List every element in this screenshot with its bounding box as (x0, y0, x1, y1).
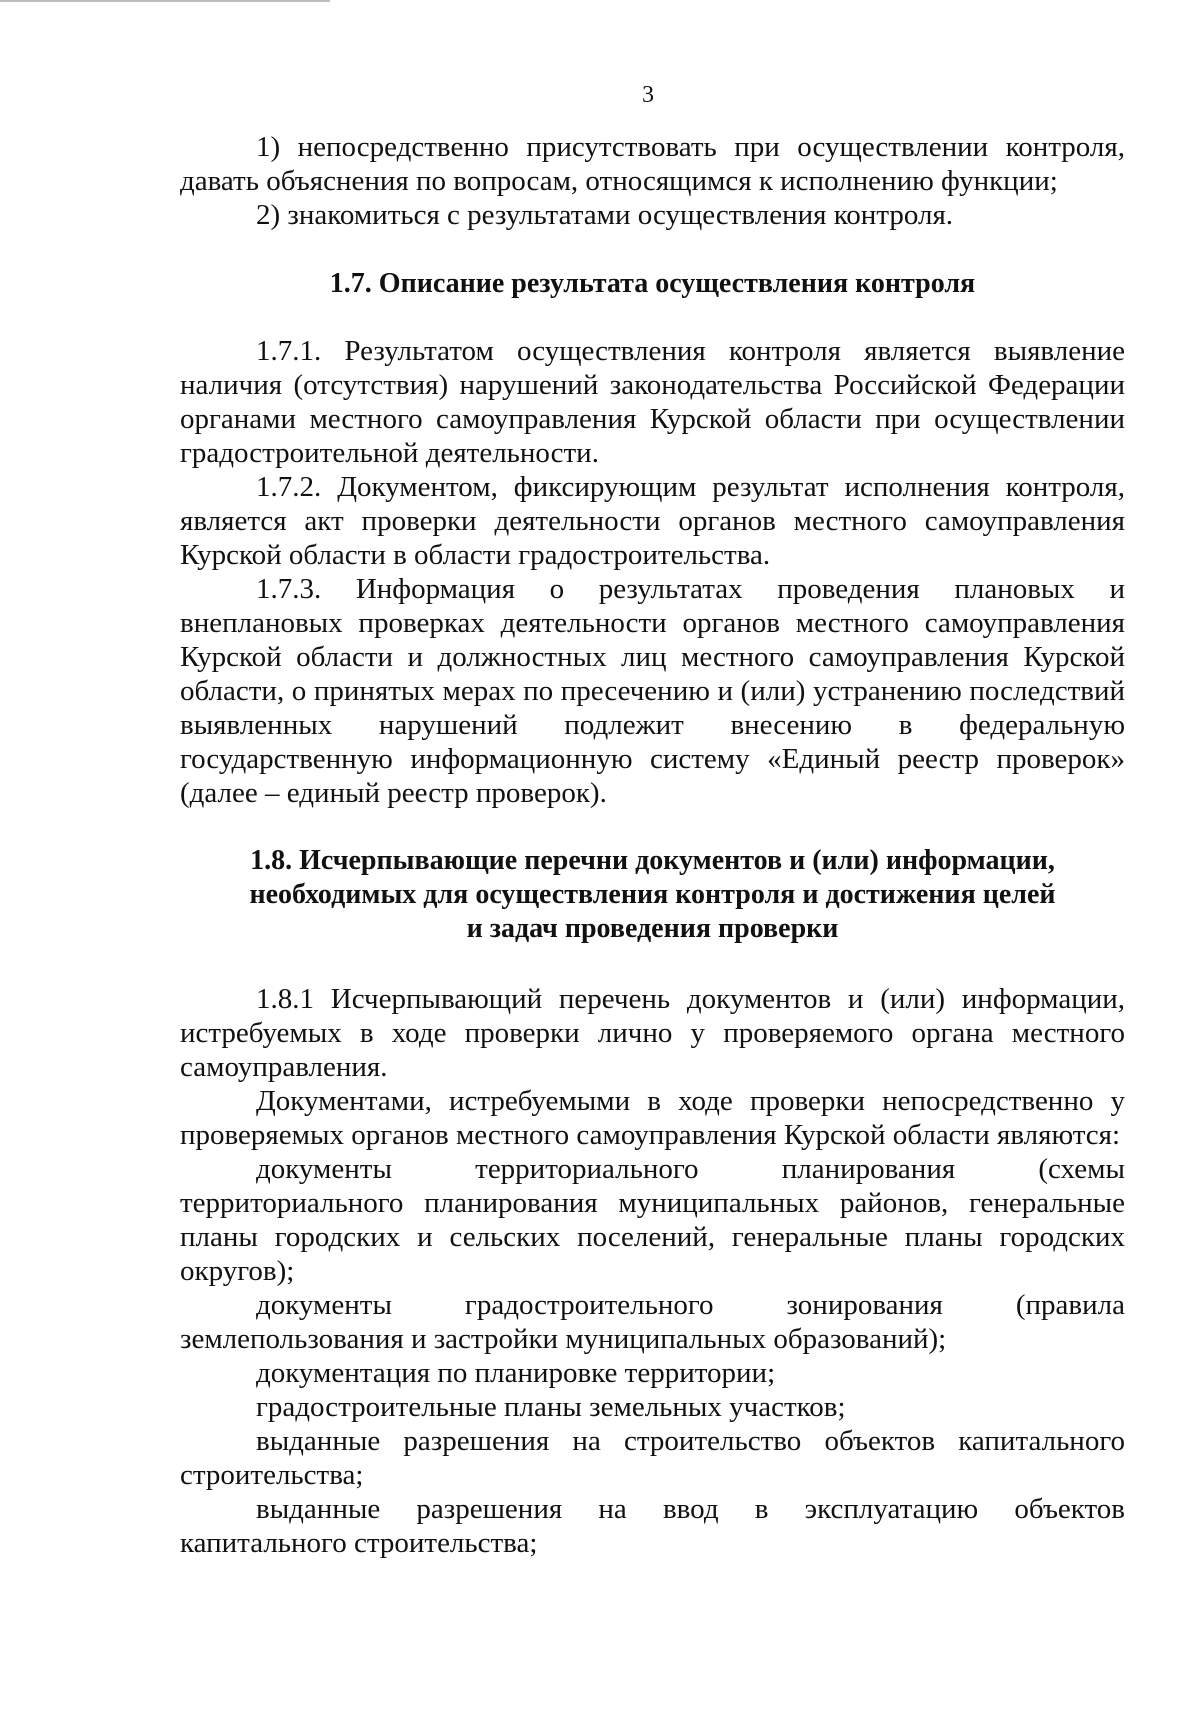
list-item-construction-permits: выданные разрешения на строительство объектов капитального строительства; (180, 1425, 1125, 1491)
list-item-zoning: документы градостроительного зонирования (правила землепользования и застройки муниципальных образований); (180, 1289, 1125, 1355)
paragraph-1-7-1: 1.7.1. Результатом осуществления контроля является выявление наличия (отсутствия) нарушений законодательства Российской Федерации органами местного самоуправления Курской области при осуществлении градостроительной деятельности. (180, 335, 1125, 469)
paragraph-1-7-2: 1.7.2. Документом, фиксирующим результат исполнения контроля, является акт проверки деятельности органов местного самоуправления Курской области в области градостроительства. (180, 471, 1125, 571)
intro-item-2: 2) знакомиться с результатами осуществления контроля. (256, 199, 954, 231)
section-1-7-heading: 1.7. Описание результата осуществления контроля (329, 268, 976, 299)
page-number: 3 (642, 82, 654, 108)
intro-item-1: 1) непосредственно присутствовать при осуществлении контроля, давать объяснения по вопросам, относящимся к исполнению функции; (180, 131, 1125, 197)
paragraph-1-8-1: 1.8.1 Исчерпывающий перечень документов и (или) информации, истребуемых в ходе проверки лично у проверяемого органа местного самоуправления. (180, 983, 1125, 1083)
list-item-territorial-planning: документы территориального планирования (схемы территориального планирования муниципальных районов, генеральные планы городских и сельских поселений, генеральные планы городских округов); (180, 1153, 1125, 1287)
list-item-commissioning-permits: выданные разрешения на ввод в эксплуатацию объектов капитального строительства; (180, 1493, 1125, 1559)
list-item-land-plot-plans: градостроительные планы земельных участков; (256, 1391, 846, 1423)
documents-intro-paragraph: Документами, истребуемыми в ходе проверки непосредственно у проверяемых органов местного самоуправления Курской области являются: (180, 1085, 1125, 1151)
list-item-territory-planning-docs: документация по планировке территории; (256, 1357, 776, 1389)
scan-artifact-top-edge (0, 0, 330, 2)
document-body (180, 130, 1125, 1560)
paragraph-1-7-3: 1.7.3. Информация о результатах проведения плановых и внеплановых проверках деятельности органов местного самоуправления Курской области и должностных лиц местного самоуправления Курской области, о принятых мерах по пресечению и (или) устранению последствий выявленных нарушений подлежит внесению в федеральную государственную информационную систему «Единый реестр проверок» (далее – единый реестр проверок). (180, 573, 1125, 809)
section-1-8-heading-line: и задач проведения проверки (466, 913, 839, 944)
section-1-8-heading-line: необходимых для осуществления контроля и достижения целей (249, 879, 1056, 910)
section-1-8-heading-line: 1.8. Исчерпывающие перечни документов и (или) информации, (250, 845, 1055, 876)
section-1-8-heading (180, 844, 1125, 946)
